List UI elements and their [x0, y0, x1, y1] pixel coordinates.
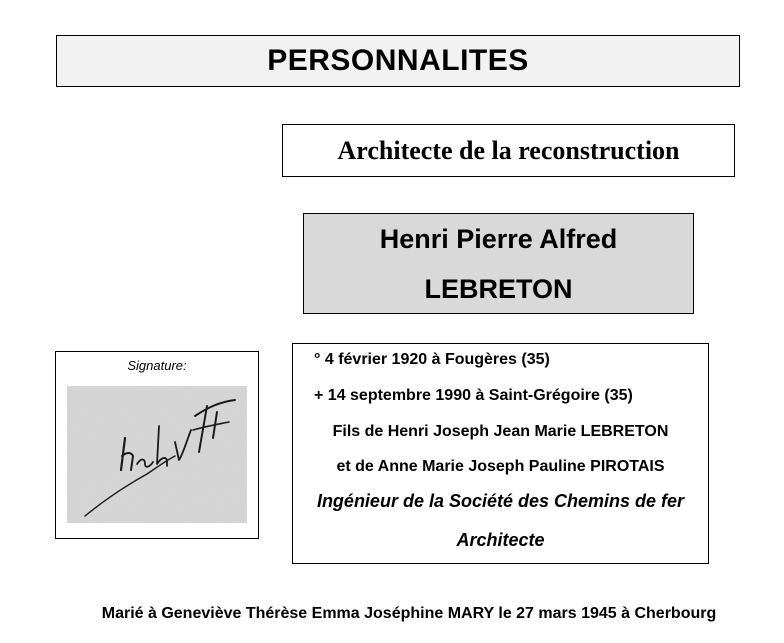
profession-engineer-line: Ingénieur de la Société des Chemins de fer: [316, 491, 685, 511]
mother-line: et de Anne Marie Joseph Pauline PIROTAIS: [336, 458, 665, 475]
page-title: PERSONNALITES: [267, 44, 529, 77]
signature-image: [67, 386, 247, 523]
name-banner: [303, 213, 694, 314]
signature-icon: [67, 386, 247, 523]
birth-line: ° 4 février 1920 à Fougères (35): [314, 351, 550, 368]
signature-label: Signature:: [127, 358, 187, 373]
father-line: Fils de Henri Joseph Jean Marie LEBRETON: [332, 423, 669, 440]
signature-panel: [55, 351, 259, 539]
subtitle-banner: [282, 124, 735, 177]
marriage-line: Marié à Geneviève Thérèse Emma Joséphine MARY le 27 mars 1945 à Cherbourg: [101, 605, 717, 622]
biography-panel: [292, 343, 709, 564]
title-banner: [56, 35, 740, 87]
person-given-names: Henri Pierre Alfred: [379, 223, 618, 254]
profession-architect-line: Architecte: [456, 530, 545, 550]
page-subtitle: Architecte de la reconstruction: [337, 135, 680, 165]
death-line: + 14 septembre 1990 à Saint-Grégoire (35): [314, 387, 633, 404]
person-surname: LEBRETON: [424, 273, 573, 304]
